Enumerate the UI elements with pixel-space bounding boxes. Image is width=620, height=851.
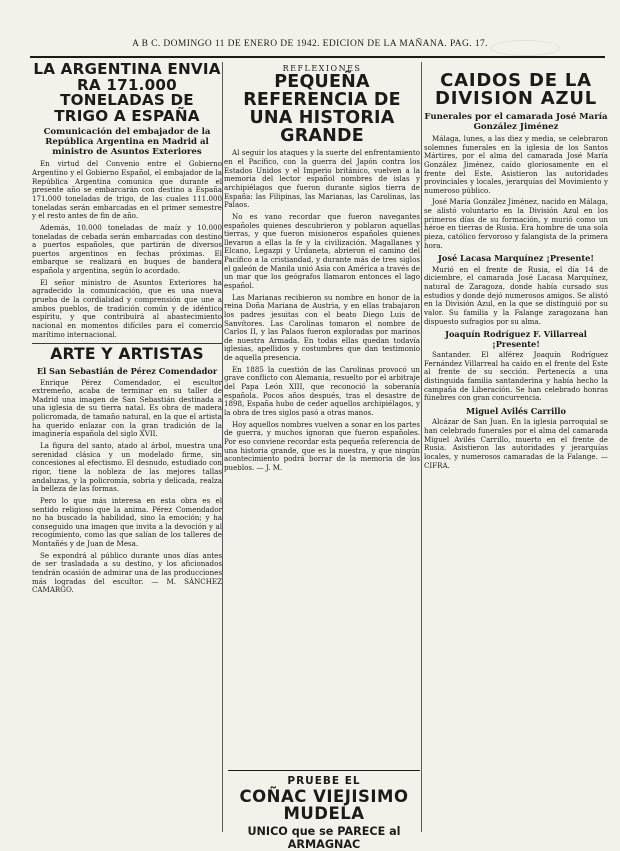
article-deck: Comunicación del embajador de la República Argentina en Madrid al ministro de Asuntos Exteriores	[43, 127, 211, 158]
ad-brand: COÑAC VIEJISIMO MUDELA	[239, 787, 409, 824]
article-subhead: El San Sebastián de Pérez Comendador	[36, 366, 218, 377]
paragraph: Se expondrá al público durante unos días antes de ser trasladada a su destino, y los aficionados tendrán ocasión de admirar una de las producciones más logradas del escultor. — M. SÁNCHEZ CAMARGO.	[32, 550, 222, 595]
ad-tagline: UNICO que se PARECE al ARMAGNAC	[247, 824, 401, 851]
header-rule	[30, 56, 605, 58]
headline: CAIDOS DE LA DIVISION AZUL	[434, 70, 598, 110]
paragraph: Murió en el frente de Rusia, el día 14 de diciembre, el camarada José Lacasa Marquínez, natural de Zaragoza, donde había cursado sus estudios y donde dejó numerosos amigos. Se alistó en la División Azul, en la que se distinguió por su valor. Su familia y la Falange zaragozana han dispuesto sufragios por su alma.	[424, 264, 608, 326]
obituary-title: Miguel Avilés Carrillo	[466, 405, 566, 416]
obituary-title: Joaquín Rodríguez F. Villarreal ¡Presente!	[445, 329, 587, 349]
paragraph: Alcázar de San Juan. En la iglesia parroquial se han celebrado funerales por el alma del camarada Miguel Avilés Carrillo, muerto en el frente de Rusia. Asistieron las autoridades y jerarquías locales, y numerosos camaradas de la Falange. — CIFRA.	[424, 417, 608, 470]
paragraph: En 1885 la cuestión de las Carolinas provocó un grave conflicto con Alemania, resuelto por el arbitraje del Papa León XIII, que reconoció la soberanía española. Pocos años después, tras el desastre de 1898, España hubo de ceder aquellos archipiélagos, y la obra de tres siglos pasó a otras manos.	[224, 364, 420, 417]
obituary-title: José Lacasa Marquínez ¡Presente!	[438, 253, 594, 264]
cognac-advertisement	[228, 770, 420, 851]
paragraph: José María González Jiménez, nacido en Málaga, se alistó voluntario en la División Azul en los primeros días de su formación, y murió como un héroe en tierras de Rusia. Era hombre de una sola pieza, católico fervoroso y falangista de la primera hora.	[424, 197, 608, 250]
paragraph: Hoy aquellos nombres vuelven a sonar en los partes de guerra, y muchos ignoran que fueron españoles. Por eso conviene recordar esta pequeña referencia de una historia grande, que es la nuestra, y que ningún acontecimiento podrá borrar de la memoria de los pueblos. — J. M.	[224, 419, 420, 472]
running-header: A B C. DOMINGO 11 DE ENERO DE 1942. EDICION DE LA MAÑANA. PAG. 17.	[132, 39, 488, 49]
column-right	[424, 62, 608, 473]
paragraph: Las Marianas recibieron su nombre en honor de la reina Doña Mariana de Austria, y en ellas trabajaron los padres jesuitas con el beato Diego Luis de Sanvítores. Las Carolinas tomaron el nombre de Carlos II, y las Palaos fueron exploradas por marinos de nuestra Armada. En todas ellas quedan todavía iglesias, apellidos y costumbres que dan testimonio de aquella presencia.	[224, 292, 420, 363]
paragraph: En virtud del Convenio entre el Gobierno Argentino y el Gobierno Español, el embajador de la República Argentina comunica que durante el presente año se embarcarán con destino a España 171.000 toneladas de trigo, de las cuales 111.000 toneladas serán embarcadas en el primer semestre y el resto antes de fin de año.	[32, 159, 222, 221]
section-kicker: REFLEXIONES	[282, 64, 362, 73]
paragraph: Santander. El alférez Joaquín Rodríguez Fernández Villarreal ha caído en el frente del Este al frente de su sección. Pertenecía a una distinguida familia santanderina y había hecho la campaña de Liberación. Se han celebrado honras fúnebres con gran concurrencia.	[424, 350, 608, 403]
library-stamp	[490, 40, 560, 56]
article-deck: Funerales por el camarada José María González Jiménez	[424, 111, 608, 132]
column-center	[224, 62, 420, 475]
paragraph: La figura del santo, atado al árbol, muestra una serenidad clásica y un modelado firme, sin concesiones al efectismo. El desnudo, estudiado con rigor, tiene la nobleza de las mejores tallas andaluzas, y la policromía, sobria y delicada, realza la belleza de las formas.	[32, 441, 222, 494]
paragraph: Enrique Pérez Comendador, el escultor extremeño, acaba de terminar en su taller de Madrid una imagen de San Sebastián destinada a una iglesia de su tierra natal. Es obra de madera policromada, de tamaño natural, en la que el artista ha querido enlazar con la gran tradición de la imaginería española del siglo XVII.	[32, 377, 222, 439]
paragraph: El señor ministro de Asuntos Exteriores ha agradecido la comunicación, que es una nueva prueba de la cordialidad y comprensión que une a ambos pueblos, de tradición común y de idéntico espíritu, y que contribuirá al abastecimiento nacional en momentos difíciles para el comercio marítimo internacional.	[32, 277, 222, 339]
column-divider	[222, 62, 223, 832]
paragraph: No es vano recordar que fueron navegantes españoles quienes descubrieron y poblaron aquellas tierras, y que fueron misioneros españoles quienes llevaron a ellas la fe y la civilización. Magallanes y Elcano, Legazpi y Urdaneta, abrieron el camino del Pacífico a la cristiandad, y durante más de tres siglos el galeón de Manila unió Asia con América a través de un mar que los geógrafos llamaron entonces el lago español.	[224, 211, 420, 290]
headline: LA ARGENTINA ENVIA RA 171.000 TONELADAS DE TRIGO A ESPAÑA	[33, 60, 221, 125]
article-separator	[32, 343, 222, 344]
headline: PEQUEÑA REFERENCIA DE UNA HISTORIA GRANDE	[243, 72, 401, 146]
column-left	[32, 62, 222, 598]
headline: ARTE Y ARTISTAS	[50, 345, 204, 364]
paragraph: Pero lo que más interesa en esta obra es el sentido religioso que la anima. Pérez Comendador no ha buscado la habilidad, sino la emoción; y ha conseguido una imagen que invita a la devoción y al recogimiento, como las que salían de los talleres de Montañés y de Juan de Mesa.	[32, 495, 222, 549]
article-arte-y-artistas	[32, 347, 222, 595]
paragraph: Al seguir los ataques y la suerte del enfrentamiento en el Pacífico, con la guerra del Japón contra los Estados Unidos y el Imperio británico, vuelven a la memoria del lector español nombres de islas y archipiélagos que fueron durante siglos tierra de España: las Filipinas, las Marianas, las Carolinas, las Palaos.	[224, 148, 420, 210]
paragraph: Málaga, lunes, a las diez y media, se celebraron solemnes funerales en la iglesia de los Santos Mártires, por el alma del camarada José María González Jiménez, caído gloriosamente en el frente del Este. Asistieron las autoridades provinciales y locales, jerarquías del Movimiento y numeroso público.	[424, 134, 608, 195]
article-argentina-trigo	[32, 62, 222, 339]
column-divider	[421, 62, 422, 832]
ad-line: PRUEBE EL	[287, 775, 361, 787]
paragraph: Además, 10.000 toneladas de maíz y 10.000 toneladas de cebada serán embarcadas con destino a puertos españoles, que partirán de diversos puertos argentinos en fechas próximas. El embarque se realizará en buques de bandera española y argentina, según lo acordado.	[32, 222, 222, 276]
